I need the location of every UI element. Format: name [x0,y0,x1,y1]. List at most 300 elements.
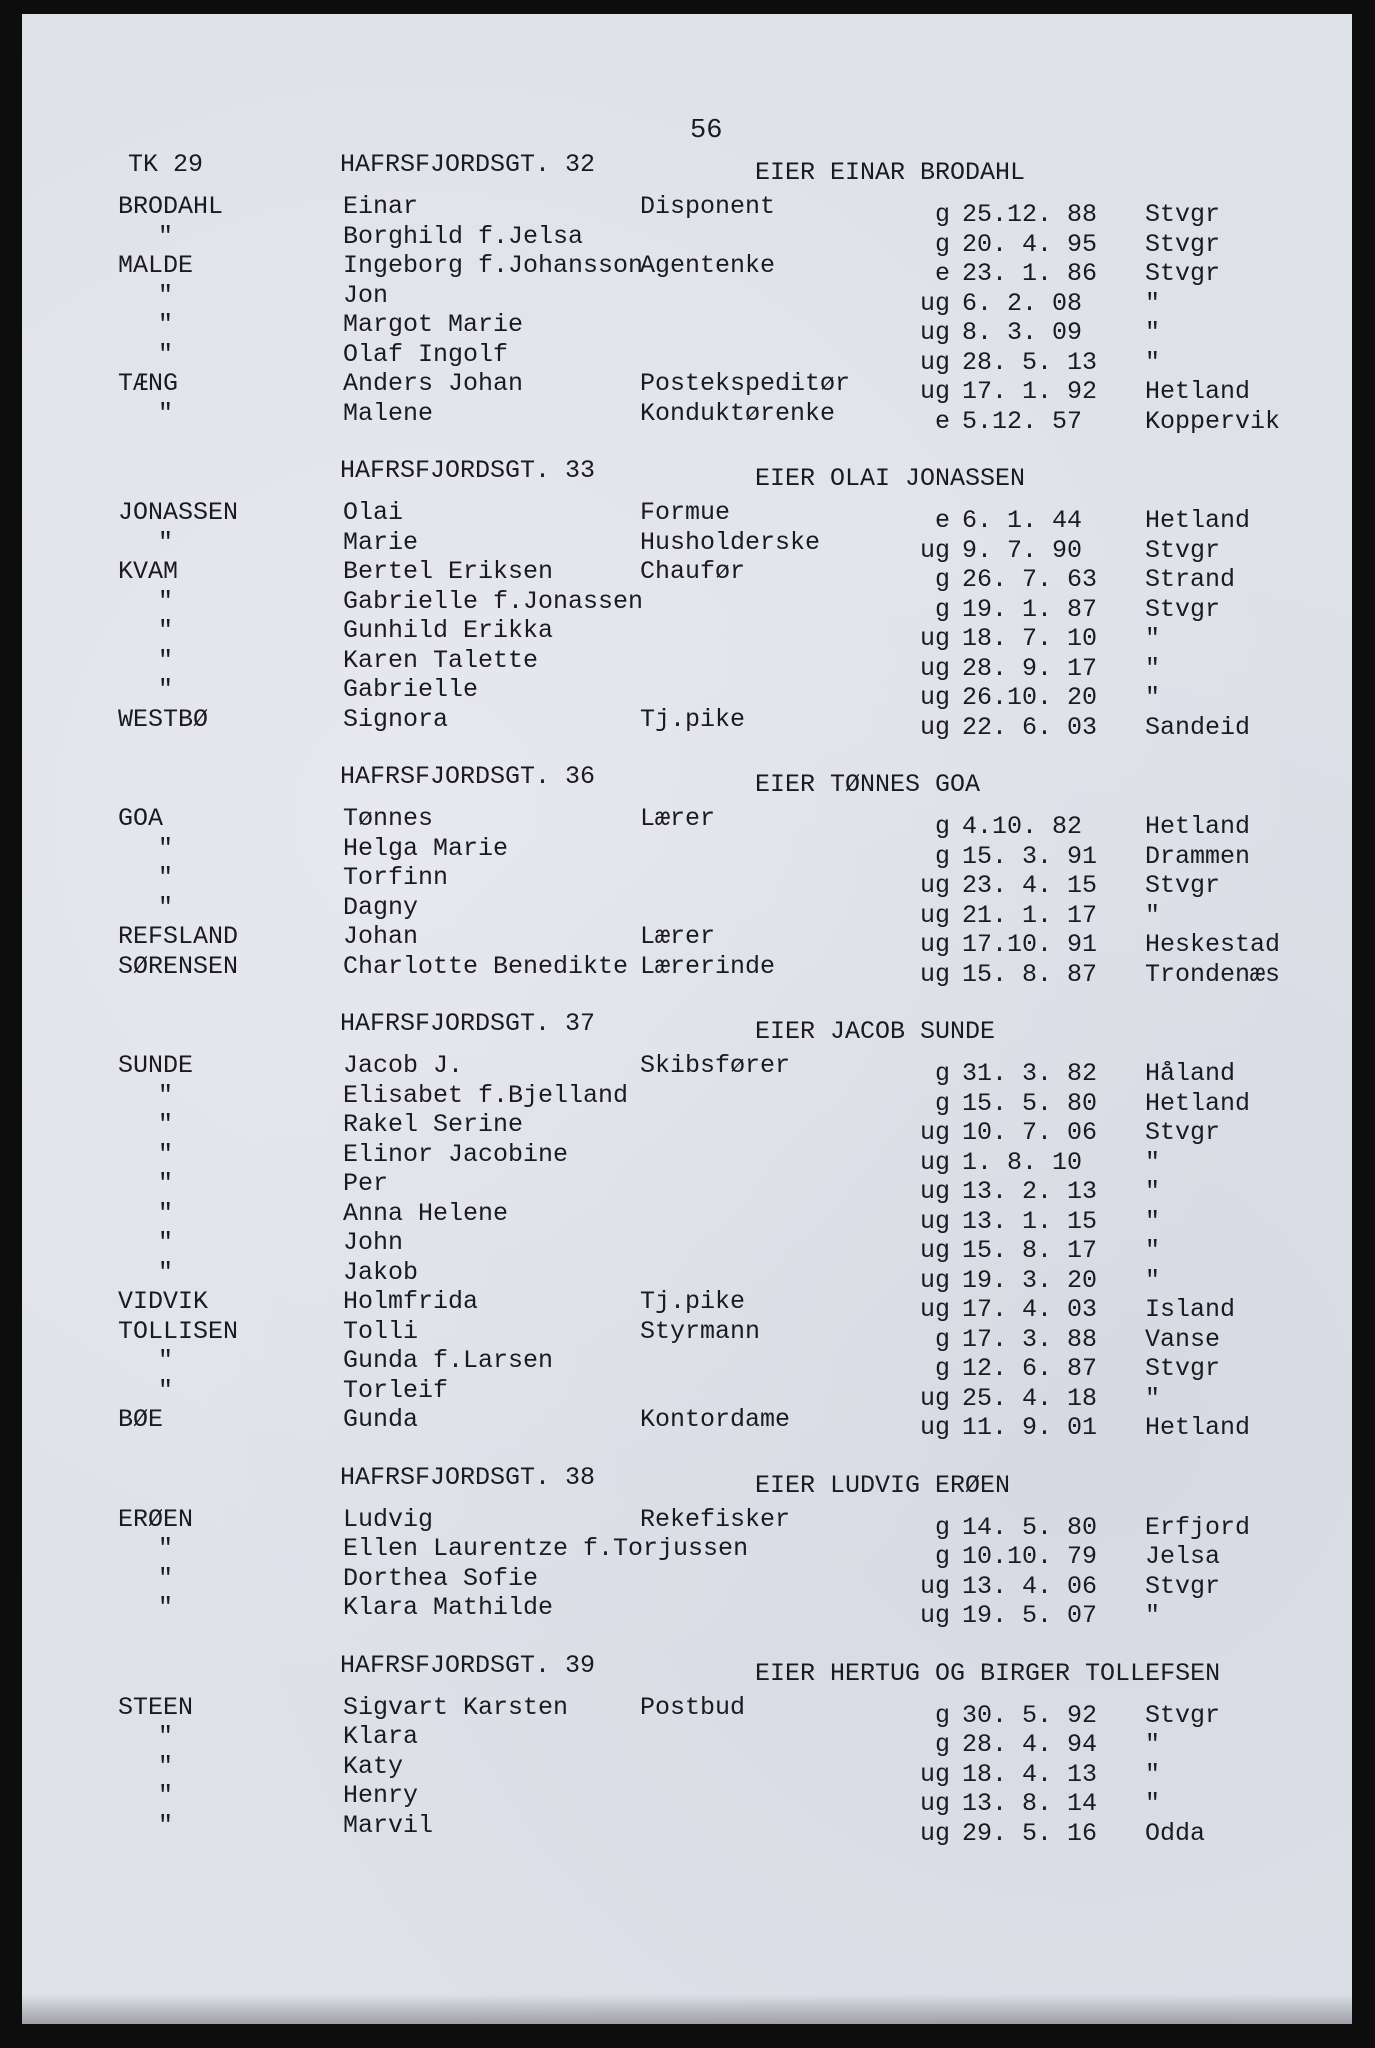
given-name: Elinor Jacobine [343,1139,569,1169]
occupation: Tj.pike [640,704,746,734]
section-heading [0,762,1375,804]
birthplace: " [1145,900,1161,930]
birth-date: 23. 1. 86 [962,259,1098,288]
given-name: Borghild f.Jelsa [343,221,584,251]
resident-row [0,310,1375,347]
owner-label: EIER EINAR BRODAHL [755,158,1026,187]
resident-row [0,1534,1375,1571]
birthplace: Håland [1145,1059,1236,1088]
resident-row [0,251,1375,288]
birthplace: Strand [1145,565,1236,594]
birth-date: 31. 3. 82 [962,1059,1098,1088]
resident-row [0,557,1375,594]
birth-date: 26.10. 20 [962,683,1098,712]
surname: " [158,833,174,863]
marital-status: ug [919,1295,950,1324]
birthplace: Stvgr [1145,229,1221,259]
birthplace: Drammen [1145,841,1251,871]
birthplace: Island [1145,1295,1236,1324]
marital-status: ug [919,377,950,406]
given-name: Torfinn [343,863,449,892]
occupation: Agentenke [640,251,776,280]
birthplace: Stvgr [1145,259,1221,288]
resident-row [0,1316,1375,1354]
birthplace: " [1145,1601,1161,1630]
address-section [0,1462,1375,1630]
marital-status: ug [919,1265,950,1295]
surname: " [158,1198,174,1228]
birthplace: " [1145,653,1161,683]
occupation: Skibsfører [640,1051,791,1080]
given-name: Jacob J. [343,1051,464,1080]
surname: " [158,1781,174,1810]
surname: " [158,892,174,922]
surname: " [158,616,174,645]
birthplace: Stvgr [1145,1700,1221,1730]
birthplace: Stvgr [1145,1354,1221,1383]
resident-row [0,221,1375,259]
resident-row [0,498,1375,535]
marital-status: ug [919,653,950,683]
given-name: Marie [343,527,419,557]
birthplace: " [1145,683,1161,712]
given-name: Karen Talette [343,645,539,675]
given-name: Ingeborg f.Johansson [343,251,644,280]
address-section [0,150,1375,436]
birthplace: " [1145,347,1161,377]
resident-row [0,1169,1375,1206]
surname: ERØEN [118,1504,194,1534]
resident-row [0,1781,1375,1818]
surname: " [158,527,174,557]
resident-row [0,339,1375,377]
birth-date: 13. 4. 06 [962,1571,1098,1601]
resident-row [0,833,1375,871]
street-address: HAFRSFJORDSGT. 39 [340,1650,596,1680]
marital-status: ug [919,900,950,930]
birth-date: 28. 5. 13 [962,347,1098,377]
marital-status: ug [919,318,950,347]
surname: BØE [118,1405,164,1434]
given-name: Malene [343,398,434,428]
street-address: HAFRSFJORDSGT. 37 [340,1009,596,1038]
given-name: Elisabet f.Bjelland [343,1080,629,1110]
birth-date: 14. 5. 80 [962,1512,1098,1542]
given-name: Ludvig [343,1504,434,1534]
resident-row [0,1375,1375,1413]
marital-status: e [934,506,950,535]
marital-status: ug [919,930,950,959]
resident-row [0,863,1375,900]
birthplace: " [1145,1759,1161,1789]
given-name: Torleif [343,1375,449,1405]
surname: " [158,645,174,675]
resident-row [0,192,1375,229]
birth-date: 29. 5. 16 [962,1818,1098,1848]
resident-row [0,369,1375,406]
given-name: Jon [343,280,389,310]
resident-row [0,1751,1375,1789]
surname: REFSLAND [118,922,239,951]
marital-status: g [934,200,950,229]
marital-status: ug [919,1571,950,1601]
address-section [0,1009,1375,1442]
surname: " [158,675,174,704]
resident-row [0,398,1375,436]
surname: " [158,280,174,310]
resident-row [0,645,1375,683]
birthplace: Odda [1145,1818,1206,1848]
surname: JONASSEN [118,498,239,527]
surname: " [158,1257,174,1287]
surname: KVAM [118,557,179,586]
address-section [0,1650,1375,1848]
occupation: Chaufør [640,557,746,586]
residents-register [0,150,1375,1868]
resident-row [0,1051,1375,1088]
given-name: Helga Marie [343,833,509,863]
given-name: Rakel Serine [343,1110,524,1139]
birth-date: 19. 3. 20 [962,1265,1098,1295]
resident-row [0,1198,1375,1236]
birth-date: 15. 3. 91 [962,841,1098,871]
resident-row [0,1504,1375,1542]
birthplace: " [1145,1265,1161,1295]
given-name: John [343,1228,404,1257]
owner-label: EIER LUDVIG ERØEN [755,1470,1011,1500]
owner-label: EIER HERTUG OG BIRGER TOLLEFSEN [755,1658,1221,1688]
birth-date: 5.12. 57 [962,406,1083,436]
section-heading [0,1009,1375,1051]
birthplace: Jelsa [1145,1542,1221,1571]
birthplace: Stvgr [1145,1118,1221,1147]
birth-date: 21. 1. 17 [962,900,1098,930]
surname: STEEN [118,1692,194,1722]
surname: " [158,1080,174,1110]
marital-status: g [934,1354,950,1383]
occupation: Disponent [640,192,776,221]
owner-label: EIER JACOB SUNDE [755,1017,996,1046]
marital-status: g [934,1088,950,1118]
occupation: Konduktørenke [640,398,836,428]
surname: " [158,1563,174,1593]
resident-row [0,586,1375,624]
resident-row [0,1257,1375,1295]
occupation: Postekspeditør [640,369,851,398]
resident-row [0,1692,1375,1730]
marital-status: g [934,1512,950,1542]
birth-date: 19. 1. 87 [962,594,1098,624]
birth-date: 11. 9. 01 [962,1413,1098,1442]
birth-date: 10.10. 79 [962,1542,1098,1571]
resident-row [0,892,1375,930]
marital-status: ug [919,1413,950,1442]
birth-date: 4.10. 82 [962,812,1083,841]
given-name: Einar [343,192,419,221]
surname: " [158,1169,174,1198]
surname: TÆNG [118,369,179,398]
birthplace: " [1145,624,1161,653]
address-section [0,762,1375,989]
given-name: Sigvart Karsten [343,1692,569,1722]
occupation: Rekefisker [640,1504,791,1534]
resident-row [0,1287,1375,1324]
birthplace: Stvgr [1145,594,1221,624]
resident-row [0,1810,1375,1848]
surname: WESTBØ [118,704,209,734]
resident-row [0,1563,1375,1601]
marital-status: ug [919,1759,950,1789]
resident-row [0,704,1375,742]
birthplace: Stvgr [1145,871,1221,900]
tk-label: TK 29 [128,150,204,179]
given-name: Holmfrida [343,1287,479,1316]
surname: " [158,863,174,892]
marital-status: g [934,1542,950,1571]
birth-date: 18. 7. 10 [962,624,1098,653]
surname: " [158,1346,174,1375]
given-name: Per [343,1169,389,1198]
given-name: Anders Johan [343,369,524,398]
marital-status: g [934,841,950,871]
marital-status: ug [919,683,950,712]
given-name: Klara [343,1722,419,1751]
birth-date: 17.10. 91 [962,930,1098,959]
surname: " [158,1722,174,1751]
surname: " [158,398,174,428]
marital-status: g [934,565,950,594]
marital-status: ug [919,1383,950,1413]
resident-row [0,804,1375,841]
section-heading [0,1651,1375,1693]
birthplace: Hetland [1145,1413,1251,1442]
birth-date: 20. 4. 95 [962,229,1098,259]
resident-row [0,1346,1375,1383]
resident-row [0,1139,1375,1177]
birth-date: 18. 4. 13 [962,1759,1098,1789]
birthplace: Vanse [1145,1324,1221,1354]
resident-row [0,1080,1375,1118]
occupation: Lærerinde [640,951,776,981]
birthplace: Hetland [1145,1088,1251,1118]
surname: " [158,1228,174,1257]
given-name: Dorthea Sofie [343,1563,539,1593]
given-name: Olaf Ingolf [343,339,509,369]
birthplace: Sandeid [1145,712,1251,742]
resident-row [0,951,1375,989]
given-name: Marvil [343,1810,434,1840]
resident-row [0,1722,1375,1759]
occupation: Postbud [640,1692,746,1722]
given-name: Katy [343,1751,404,1781]
occupation: Styrmann [640,1316,761,1346]
birthplace: Hetland [1145,377,1251,406]
birthplace: Koppervik [1145,406,1281,436]
resident-row [0,1228,1375,1265]
resident-row [0,527,1375,565]
marital-status: ug [919,1818,950,1848]
birth-date: 22. 6. 03 [962,712,1098,742]
given-name: Gunhild Erikka [343,616,554,645]
given-name: Signora [343,704,449,734]
birth-date: 13. 8. 14 [962,1789,1098,1818]
birthplace: Stvgr [1145,200,1221,229]
given-name: Gunda f.Larsen [343,1346,554,1375]
occupation: Tj.pike [640,1287,746,1316]
street-address: HAFRSFJORDSGT. 33 [340,456,596,485]
surname: BRODAHL [118,192,224,221]
birth-date: 17. 3. 88 [962,1324,1098,1354]
resident-row [0,1405,1375,1442]
given-name: Anna Helene [343,1198,509,1228]
marital-status: ug [919,288,950,318]
surname: " [158,339,174,369]
surname: " [158,1375,174,1405]
marital-status: ug [919,959,950,989]
given-name: Gunda [343,1405,419,1434]
occupation: Formue [640,498,731,527]
birth-date: 19. 5. 07 [962,1601,1098,1630]
marital-status: ug [919,624,950,653]
surname: " [158,310,174,339]
marital-status: ug [919,1177,950,1206]
birth-date: 13. 2. 13 [962,1177,1098,1206]
surname: " [158,1110,174,1139]
birth-date: 6. 2. 08 [962,288,1083,318]
marital-status: ug [919,1789,950,1818]
occupation: Husholderske [640,527,821,557]
birth-date: 9. 7. 90 [962,535,1083,565]
birthplace: Heskestad [1145,930,1281,959]
birthplace: Trondenæs [1145,959,1281,989]
marital-status: ug [919,347,950,377]
birthplace: " [1145,1789,1161,1818]
birth-date: 17. 4. 03 [962,1295,1098,1324]
surname: " [158,1139,174,1169]
resident-row [0,616,1375,653]
surname: VIDVIK [118,1287,209,1316]
resident-row [0,1110,1375,1147]
address-section [0,456,1375,742]
marital-status: ug [919,1147,950,1177]
given-name: Ellen Laurentze f.Torjussen [343,1534,749,1563]
street-address: HAFRSFJORDSGT. 32 [340,150,596,179]
given-name: Margot Marie [343,310,524,339]
birth-date: 28. 9. 17 [962,653,1098,683]
surname: MALDE [118,251,194,280]
given-name: Jakob [343,1257,419,1287]
birth-date: 12. 6. 87 [962,1354,1098,1383]
marital-status: ug [919,1236,950,1265]
street-address: HAFRSFJORDSGT. 36 [340,762,596,791]
given-name: Henry [343,1781,419,1810]
owner-label: EIER OLAI JONASSEN [755,464,1026,493]
birthplace: " [1145,1147,1161,1177]
given-name: Klara Mathilde [343,1593,554,1622]
birth-date: 15. 5. 80 [962,1088,1098,1118]
given-name: Gabrielle f.Jonassen [343,586,644,616]
given-name: Dagny [343,892,419,922]
birthplace: Stvgr [1145,535,1221,565]
birthplace: " [1145,318,1161,347]
marital-status: g [934,1730,950,1759]
section-heading [0,1463,1375,1505]
given-name: Olai [343,498,404,527]
birth-date: 23. 4. 15 [962,871,1098,900]
marital-status: g [934,1324,950,1354]
birthplace: Hetland [1145,506,1251,535]
street-address: HAFRSFJORDSGT. 38 [340,1462,596,1492]
birth-date: 8. 3. 09 [962,318,1083,347]
birth-date: 15. 8. 87 [962,959,1098,989]
birthplace: Erfjord [1145,1512,1251,1542]
marital-status: e [934,406,950,436]
marital-status: g [934,1059,950,1088]
marital-status: g [934,1700,950,1730]
surname: " [158,1751,174,1781]
birthplace: Hetland [1145,812,1251,841]
resident-row [0,675,1375,712]
marital-status: ug [919,1601,950,1630]
given-name: Tolli [343,1316,419,1346]
surname: " [158,221,174,251]
occupation: Lærer [640,922,716,951]
birth-date: 26. 7. 63 [962,565,1098,594]
birthplace: " [1145,1177,1161,1206]
surname: SØRENSEN [118,951,239,981]
birthplace: " [1145,288,1161,318]
surname: TOLLISEN [118,1316,239,1346]
resident-row [0,280,1375,318]
birthplace: " [1145,1383,1161,1413]
birth-date: 1. 8. 10 [962,1147,1083,1177]
birth-date: 6. 1. 44 [962,506,1083,535]
surname: " [158,586,174,616]
birth-date: 15. 8. 17 [962,1236,1098,1265]
birth-date: 13. 1. 15 [962,1206,1098,1236]
section-heading [0,456,1375,498]
given-name: Charlotte Benedikte [343,951,629,981]
given-name: Johan [343,922,419,951]
surname: " [158,1810,174,1840]
birthplace: " [1145,1236,1161,1265]
marital-status: ug [919,535,950,565]
resident-row [0,922,1375,959]
birthplace: Stvgr [1145,1571,1221,1601]
birthplace: " [1145,1730,1161,1759]
resident-row [0,1593,1375,1630]
owner-label: EIER TØNNES GOA [755,770,981,799]
given-name: Gabrielle [343,675,479,704]
surname: GOA [118,804,164,833]
given-name: Tønnes [343,804,434,833]
marital-status: ug [919,1206,950,1236]
birth-date: 10. 7. 06 [962,1118,1098,1147]
birth-date: 28. 4. 94 [962,1730,1098,1759]
marital-status: ug [919,871,950,900]
marital-status: e [934,259,950,288]
occupation: Kontordame [640,1405,791,1434]
birth-date: 17. 1. 92 [962,377,1098,406]
birth-date: 30. 5. 92 [962,1700,1098,1730]
surname: " [158,1593,174,1622]
birth-date: 25.12. 88 [962,200,1098,229]
surname: " [158,1534,174,1563]
marital-status: ug [919,712,950,742]
section-heading [0,150,1375,192]
marital-status: g [934,812,950,841]
marital-status: ug [919,1118,950,1147]
